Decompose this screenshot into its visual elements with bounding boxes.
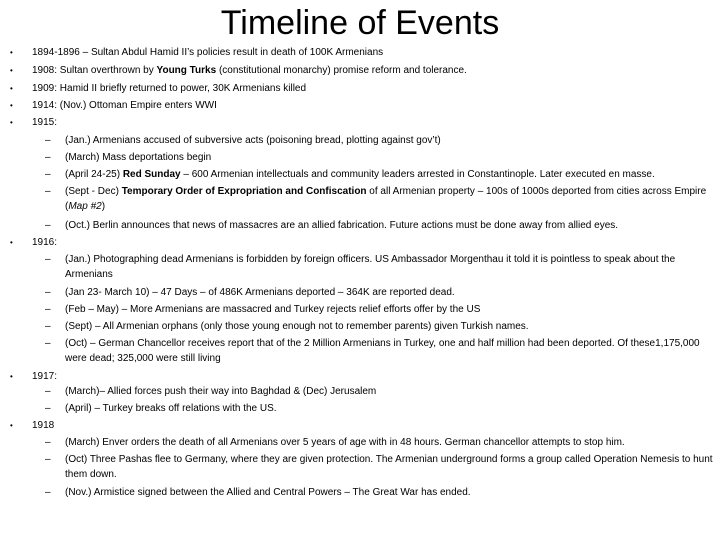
emphasis-red-sunday: Red Sunday [122, 169, 181, 180]
item-text: (Jan 23- March 10) – 47 Days – of 486K Armenians deported – 364K are reported dead. [65, 287, 455, 298]
bullet-icon: • [10, 84, 13, 93]
item-text: (Jan.) Photographing dead Armenians is forbidden by foreign officers. US Ambassador Morgenthau it told it is pointless to speak about the Armenians [65, 254, 676, 280]
item-text: (Oct) Three Pashas flee to Germany, where they are given protection. The Armenian underground forms a group called Operation Nemesis to hunt them down. [65, 454, 713, 480]
bullet-icon: • [10, 118, 13, 127]
bullet-icon: • [10, 101, 13, 110]
dash-icon: – [45, 338, 51, 349]
item-text: (March) Mass deportations begin [65, 152, 212, 163]
bullet-icon: • [10, 421, 13, 430]
dash-icon: – [45, 454, 51, 465]
item-text: (March)– Allied forces push their way into Baghdad & (Dec) Jerusalem [65, 386, 377, 397]
item-text: (Oct) – German Chancellor receives report that of the 2 Million Armenians in Turkey, one and half million had been deported. Of these1,175,000 were dead; 325,000 were still living [65, 338, 700, 364]
map-reference: Map #2 [68, 200, 102, 212]
bullet-icon: • [10, 372, 13, 381]
dash-icon: – [45, 152, 51, 163]
item-text: (Sept) – All Armenian orphans (only those young enough not to remember parents) given Turkish names. [65, 321, 529, 332]
dash-icon: – [45, 437, 51, 448]
item-text: 1909: Hamid II briefly returned to power, 30K Armenians killed [32, 83, 307, 94]
bullet-icon: • [10, 238, 13, 247]
dash-icon: – [45, 304, 51, 315]
dash-icon: – [45, 220, 51, 231]
item-text: (April 24-25) Red Sunday – 600 Armenian intellectuals and community leaders arrested in Constantinople. Later executed en masse. [65, 169, 655, 180]
dash-icon: – [45, 321, 51, 332]
item-text: (Oct.) Berlin announces that news of massacres are an allied fabrication. Future actions must be done away from allied eyes. [65, 220, 619, 231]
item-text: 1908: Sultan overthrown by Young Turks (constitutional monarchy) promise reform and tolerance. [32, 65, 467, 76]
dash-icon: – [45, 135, 51, 146]
emphasis-expropriation: Temporary Order of Expropriation and Confiscation [121, 186, 367, 197]
dash-icon: – [45, 487, 51, 498]
item-text: (April) – Turkey breaks off relations with the US. [65, 403, 277, 414]
item-text: 1914: (Nov.) Ottoman Empire enters WWI [32, 100, 217, 111]
item-text: (Jan.) Armenians accused of subversive acts (poisoning bread, plotting against gov’t) [65, 135, 441, 146]
item-text: 1918 [32, 420, 55, 431]
item-text: 1894-1896 – Sultan Abdul Hamid II’s policies result in death of 100K Armenians [32, 47, 384, 58]
dash-icon: – [45, 169, 51, 180]
item-text: (Sept - Dec) Temporary Order of Expropriation and Confiscation of all Armenian property – 100s of 1000s deported from cities across Empire (Map #2) [65, 186, 707, 212]
bullet-icon: • [10, 48, 13, 57]
item-text: (Feb – May) – More Armenians are massacred and Turkey rejects relief efforts offer by the US [65, 304, 481, 315]
item-text: 1915: [32, 117, 58, 128]
item-text: 1917: [32, 371, 58, 382]
bullet-icon: • [10, 66, 13, 75]
dash-icon: – [45, 386, 51, 397]
page-title: Timeline of Events [220, 4, 500, 42]
emphasis-young-turks: Young Turks [156, 65, 217, 76]
item-text: (March) Enver orders the death of all Armenians over 5 years of age with in 48 hours. German chancellor attempts to stop him. [65, 437, 625, 448]
dash-icon: – [45, 254, 51, 265]
dash-icon: – [45, 287, 51, 298]
dash-icon: – [45, 403, 51, 414]
dash-icon: – [45, 186, 51, 197]
item-text: (Nov.) Armistice signed between the Allied and Central Powers – The Great War has ended. [65, 487, 471, 498]
item-text: 1916: [32, 237, 58, 248]
